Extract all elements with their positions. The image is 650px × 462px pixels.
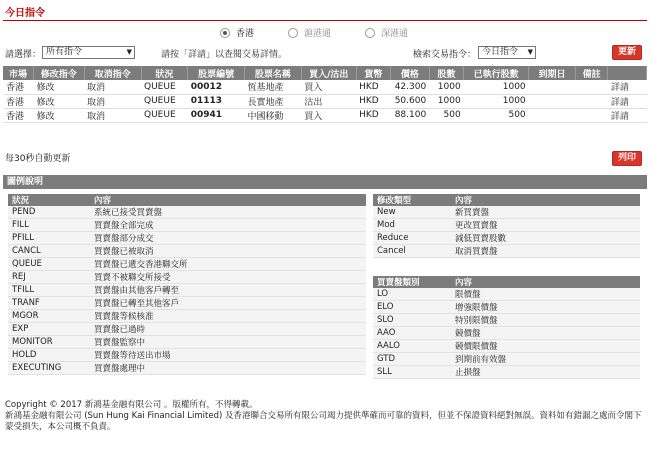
legend-row	[8, 323, 366, 336]
legend-description: 買賣盤已轉至其他客戶	[90, 297, 366, 310]
legend-modify-code: Cancel	[373, 245, 451, 258]
cell-market: 香港	[3, 108, 33, 122]
cell-status: QUEUE	[141, 108, 188, 122]
legend-col-content: 內容	[451, 194, 640, 206]
radio-market-hk[interactable]	[220, 26, 254, 39]
col-market: 市場	[3, 66, 33, 80]
col-remarks: 備註	[575, 66, 607, 80]
cell-price: 42.300	[391, 80, 430, 94]
modify-type-legend-table	[373, 194, 640, 258]
legend-row	[8, 362, 366, 375]
radio-checked-icon[interactable]	[220, 28, 230, 38]
legend-row	[8, 349, 366, 362]
legend-description: 限價盤	[451, 288, 640, 301]
legend-row	[373, 353, 640, 366]
legend-row	[8, 336, 366, 349]
cell-quantity: 500	[429, 108, 464, 122]
legend-order-type-code: LO	[373, 288, 451, 301]
legend-col-content: 內容	[90, 194, 366, 206]
legend-row	[8, 297, 366, 310]
order-row	[3, 108, 647, 122]
cell-price: 88.100	[391, 108, 430, 122]
legend-order-type-code: SLL	[373, 366, 451, 379]
details-link[interactable]: 詳請	[608, 94, 647, 108]
legend-col-order-type: 買賣盤類別	[373, 276, 451, 288]
legend-description: 買賣盤由其他客戶轉至	[90, 284, 366, 297]
legend-description: 新買賣盤	[451, 206, 640, 219]
col-status: 狀況	[141, 66, 188, 80]
legend-row	[8, 245, 366, 258]
legend-description: 增強限價盤	[451, 301, 640, 314]
modify-link[interactable]: 修改	[33, 108, 84, 122]
legend-description: 買賣盤處理中	[90, 362, 366, 375]
legend-header-row	[373, 194, 640, 206]
cell-remarks	[575, 108, 607, 122]
legend-row	[373, 366, 640, 379]
cell-quantity: 1000	[429, 94, 464, 108]
legend-modify-code: Mod	[373, 219, 451, 232]
legend-row	[8, 310, 366, 323]
legend-row	[373, 288, 640, 301]
modify-link[interactable]: 修改	[33, 94, 84, 108]
legend-row	[373, 219, 640, 232]
cell-quantity: 1000	[429, 80, 464, 94]
cell-executed-qty: 1000	[464, 80, 529, 94]
chevron-down-icon: ▼	[527, 48, 533, 56]
cell-stock-code: 01113	[188, 94, 245, 108]
legend-description: 買賣盤監察中	[90, 336, 366, 349]
legend-description: 更改買賣盤	[451, 219, 640, 232]
col-currency: 貨幣	[356, 66, 391, 80]
cancel-link[interactable]: 取消	[84, 108, 141, 122]
legend-status-code: PEND	[8, 206, 90, 219]
legend-status-code: MONITOR	[8, 336, 90, 349]
order-type-legend-table	[373, 276, 640, 379]
legend-row	[8, 284, 366, 297]
refresh-button[interactable]: 更新	[612, 45, 642, 60]
legend-order-type-code: AAO	[373, 327, 451, 340]
legend-row	[373, 232, 640, 245]
order-row	[3, 80, 647, 94]
legend-row	[8, 219, 366, 232]
cell-stock-name: 恆基地產	[245, 80, 302, 94]
cell-expiry	[529, 80, 576, 94]
cell-remarks	[575, 94, 607, 108]
cell-market: 香港	[3, 80, 33, 94]
legend-status-code: TFILL	[8, 284, 90, 297]
print-button[interactable]: 列印	[612, 151, 642, 166]
legend-order-type-code: AALO	[373, 340, 451, 353]
cell-side: 沽出	[301, 94, 356, 108]
disclaimer-text: 新鴻基金融有限公司 (Sun Hung Kai Financial Limited) 及香港聯合交易所有限公司竭力提供準確而可靠的資料，但並不保證資料絕對無誤。資料如有錯漏之處而令閣下蒙受損失，本公司概不負責。	[5, 411, 642, 432]
radio-market-shanghai-connect[interactable]	[288, 26, 331, 39]
legend-row	[373, 206, 640, 219]
cell-expiry	[529, 94, 576, 108]
col-stock-code: 股票編號	[188, 66, 245, 80]
order-filter-value: 所有指令	[46, 47, 83, 57]
legend-description: 取消買賣盤	[451, 245, 640, 258]
col-modify: 修改指令	[33, 66, 84, 80]
details-hint: 請按「詳請」以查閱交易詳情。	[161, 50, 288, 60]
orders-header-row	[3, 66, 647, 80]
legend-status-code: QUEUE	[8, 258, 90, 271]
legend-description: 買賣不被聯交所接受	[90, 271, 366, 284]
legend-description: 到期前有效盤	[451, 353, 640, 366]
cell-market: 香港	[3, 94, 33, 108]
col-cancel: 取消指令	[84, 66, 141, 80]
legend-status-code: MGOR	[8, 310, 90, 323]
legend-row	[373, 245, 640, 258]
cell-currency: HKD	[356, 108, 391, 122]
col-stock-name: 股票名稱	[245, 66, 302, 80]
order-row	[3, 94, 647, 108]
legend-description: 競價盤	[451, 327, 640, 340]
modify-link[interactable]: 修改	[33, 80, 84, 94]
cell-stock-name: 長實地產	[245, 94, 302, 108]
legend-header-row	[8, 194, 366, 206]
cancel-link[interactable]: 取消	[84, 94, 141, 108]
cell-executed-qty: 500	[464, 108, 529, 122]
legend-status-code: EXECUTING	[8, 362, 90, 375]
cell-status: QUEUE	[141, 80, 188, 94]
legend-description: 特別限價盤	[451, 314, 640, 327]
legend-status-code: HOLD	[8, 349, 90, 362]
legend-description: 買賣盤全部完成	[90, 219, 366, 232]
legend-row	[373, 340, 640, 353]
legend-row	[8, 258, 366, 271]
legend-description: 買賣盤等待送出市場	[90, 349, 366, 362]
legend-description: 止損盤	[451, 366, 640, 379]
legend-status-code: CANCL	[8, 245, 90, 258]
cell-status: QUEUE	[141, 94, 188, 108]
legend-header-row	[373, 276, 640, 288]
cell-stock-name: 中國移動	[245, 108, 302, 122]
radio-market-shenzhen-connect[interactable]	[365, 26, 408, 39]
legend-row	[373, 301, 640, 314]
legend-description: 買賣盤等候核准	[90, 310, 366, 323]
status-legend-table	[8, 194, 366, 375]
search-orders-value: 今日指令	[482, 47, 519, 57]
chevron-down-icon: ▼	[126, 48, 132, 56]
col-details	[608, 66, 647, 80]
orders-table	[3, 66, 647, 123]
col-executed-qty: 已執行股數	[464, 66, 529, 80]
legend-row	[373, 314, 640, 327]
auto-refresh-note: 每30秒自動更新	[5, 154, 71, 164]
legend-description: 競價限價盤	[451, 340, 640, 353]
legend-order-type-code: GTD	[373, 353, 451, 366]
market-radio-group	[220, 26, 408, 39]
legend-description: 買賣盤部分成交	[90, 232, 366, 245]
legend-row	[373, 327, 640, 340]
legend-description: 系統已接受買賣盤	[90, 206, 366, 219]
cell-expiry	[529, 108, 576, 122]
legend-title: 圖例說明	[3, 175, 647, 189]
legend-modify-code: New	[373, 206, 451, 219]
details-link[interactable]: 詳請	[608, 108, 647, 122]
legend-description: 買賣盤已過時	[90, 323, 366, 336]
legend-status-code: FILL	[8, 219, 90, 232]
title-divider	[3, 20, 647, 21]
radio-label: 深港通	[381, 29, 409, 39]
cell-currency: HKD	[356, 80, 391, 94]
radio-unchecked-icon[interactable]	[288, 28, 298, 38]
legend-status-code: REJ	[8, 271, 90, 284]
radio-label: 滬港通	[304, 29, 332, 39]
legend-status-code: PFILL	[8, 232, 90, 245]
details-link[interactable]: 詳請	[608, 80, 647, 94]
legend-col-status: 狀況	[8, 194, 90, 206]
legend-modify-code: Reduce	[373, 232, 451, 245]
copyright-text: Copyright © 2017 新鴻基金融有限公司 。版權所有，不得轉載。	[5, 400, 258, 410]
legend-row	[8, 232, 366, 245]
cell-currency: HKD	[356, 94, 391, 108]
legend-status-code: EXP	[8, 323, 90, 336]
filter-label: 請選擇：	[5, 50, 42, 60]
cancel-link[interactable]: 取消	[84, 80, 141, 94]
page-title: 今日指令	[5, 8, 45, 19]
search-orders-select[interactable]	[478, 46, 536, 59]
legend-order-type-code: SLO	[373, 314, 451, 327]
cell-stock-code: 00941	[188, 108, 245, 122]
cell-executed-qty: 1000	[464, 94, 529, 108]
order-filter-select[interactable]	[42, 46, 135, 59]
footer	[5, 400, 642, 433]
radio-unchecked-icon[interactable]	[365, 28, 375, 38]
cell-side: 買入	[301, 80, 356, 94]
col-price: 價格	[391, 66, 430, 80]
cell-price: 50.600	[391, 94, 430, 108]
legend-order-type-code: ELO	[373, 301, 451, 314]
legend-description: 減低買賣股數	[451, 232, 640, 245]
cell-stock-code: 00012	[188, 80, 245, 94]
legend-row	[8, 206, 366, 219]
cell-remarks	[575, 80, 607, 94]
col-expiry: 到期日	[529, 66, 576, 80]
search-orders-label: 檢索交易指令：	[413, 50, 477, 60]
legend-col-modify-type: 修改類型	[373, 194, 451, 206]
legend-description: 買賣盤已被取消	[90, 245, 366, 258]
col-side: 買入/沽出	[301, 66, 356, 80]
cell-side: 買入	[301, 108, 356, 122]
legend-description: 買賣盤已遞交香港聯交所	[90, 258, 366, 271]
legend-col-content: 內容	[451, 276, 640, 288]
legend-status-code: TRANF	[8, 297, 90, 310]
legend-row	[8, 271, 366, 284]
filter-bar	[5, 45, 642, 61]
radio-label: 香港	[236, 29, 255, 39]
col-quantity: 股數	[429, 66, 464, 80]
